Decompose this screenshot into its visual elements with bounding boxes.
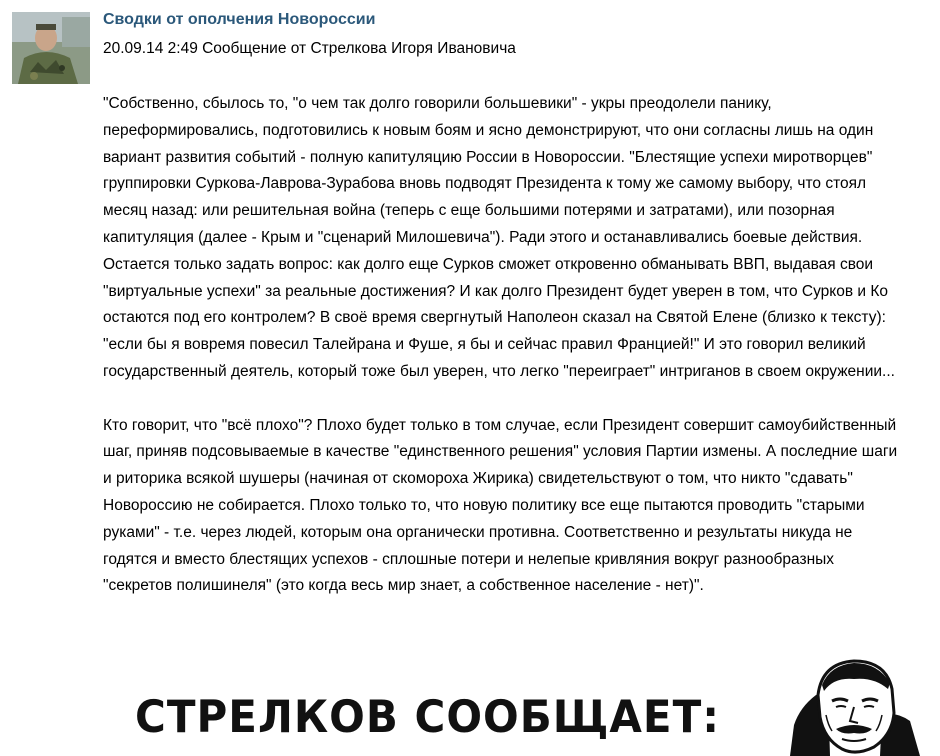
banner-title: СТРЕЛКОВ СООБЩАЕТ: xyxy=(135,691,721,743)
post-text xyxy=(103,91,903,600)
post-date-line: 20.09.14 2:49 Сообщение от Стрелкова Игоря Ивановича xyxy=(103,40,516,57)
avatar[interactable] xyxy=(12,12,90,84)
post-paragraph: "Собственно, сбылось то, "о чем так долго говорили большевики" - укры преодолели панику, переформировались, подготовились к новым боям и ясно демонстрируют, что они согласны лишь на один вариант развития событий - полную капитуляцию России в Новороссии. "Блестящие успехи миротворцев" группировки Суркова-Лаврова-Зурабова вновь подводят Президента к тому же самому выбору, что стоял месяц назад: или решительная война (теперь с еще большими потерями и затратами), или позорная капитуляция (далее - Крым и "сценарий Милошевича"). Ради этого и останавливались боевые действия. Остается только задать вопрос: как долго еще Сурков сможет откровенно обманывать ВВП, выдавая свои "виртуальные успехи" за реальные достижения? И как долго Президент будет уверен в том, что Сурков и Ко остаются под его контролем? В своё время свергнутый Наполеон сказал на Святой Елене (близко к тексту): "если бы я вовремя повесил Талейрана и Фуше, я бы и сейчас правил Францией!" И это говорил великий государственный деятель, который тоже был уверен, что легко "переиграет" интриганов в своем окружении... xyxy=(103,95,895,380)
avatar-photo xyxy=(12,12,90,84)
post-attached-image[interactable] xyxy=(0,655,940,756)
post-paragraph: Кто говорит, что "всё плохо"? Плохо будет только в том случае, если Президент совершит самоубийственный шаг, приняв подсовываемые в качестве "единственного решения" условия Партии измены. А последние шаги и риторика всякой шушеры (начиная от скомороха Жирика) свидетельствуют о том, что никто "сдавать" Новороссию не собирается. Плохо только то, что новую политику все еще пытаются проводить "старыми руками" - т.е. через людей, которым она органически противна. Соответственно и результаты никуда не годятся и вместо блестящих успехов - сплошные потери и нелепые кривляния вокруг разнообразных "секретов полишинеля" (это когда весь мир знает, а собственное население - нет)". xyxy=(103,416,898,595)
group-name-link[interactable]: Сводки от ополчения Новороссии xyxy=(103,11,376,28)
portrait-drawing xyxy=(770,655,940,756)
